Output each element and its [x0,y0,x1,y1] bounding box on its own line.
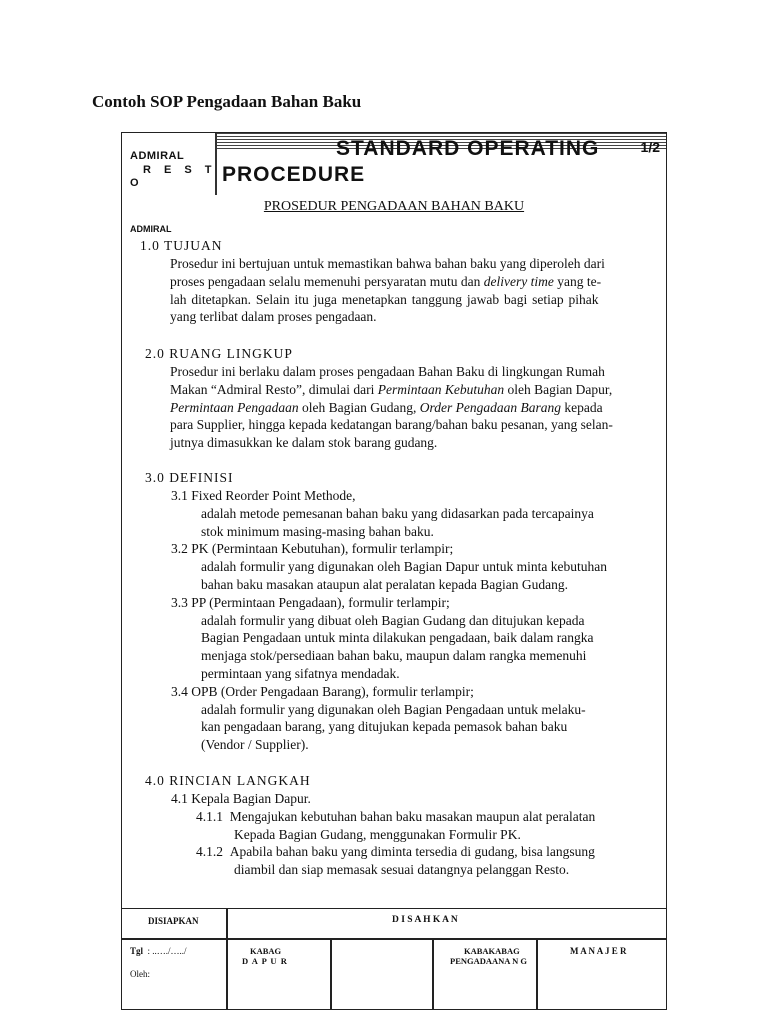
rincian-body [171,790,595,879]
italic-term: delivery time [483,273,554,289]
company-rest: R E S T [143,164,217,176]
section-heading: 1.0 TUJUAN [140,238,223,253]
text-line: adalah formulir yang digunakan oleh Bagian Dapur untuk minta kebutuhan [201,559,608,575]
italic-term: Permintaan Pengadaan [170,399,299,415]
italic-term: Permintaan Kebutuhan [377,381,505,397]
step-number: 4.1.1 [196,808,223,824]
sop-title-line2: PROCEDURE [222,163,366,186]
section-rincian [145,772,311,790]
oleh-label: Oleh: [130,969,150,979]
manajer-label: M A N A J E R [570,946,627,956]
text-span: Apabila bahan baku yang diminta tersedia di gudang, bisa langsung [229,844,595,860]
company-o: O [130,177,140,189]
text-line: adalah formulir yang dibuat oleh Bagian Gudang dan ditujukan kepada [201,612,585,628]
text-line: Prosedur ini berlaku dalam proses pengadaan Bahan Baku di lingkungan Rumah [170,364,605,379]
section-ruang [145,345,293,363]
kabag-pengadaan [450,946,527,966]
italic-term: Order Pengadaan Barang [419,399,561,415]
company-name [130,150,217,189]
table-divider [536,938,538,1009]
definition-title: 3.3 PP (Permintaan Pengadaan), formulir terlampir; [171,594,450,610]
tgl-field [130,946,187,956]
approval-table [122,908,666,1009]
table-divider [226,909,228,1009]
text-line: adalah metode pemesanan bahan baku yang didasarkan pada tercapainya [201,505,594,521]
text-line: adalah formulir yang digunakan oleh Bagian Pengadaan untuk melaku- [201,701,586,717]
tujuan-body [170,255,658,326]
procedure-title: PROSEDUR PENGADAAN BAHAN BAKU [263,199,525,214]
tgl-label: Tgl [130,946,144,956]
disiapkan-label: DISIAPKAN [148,916,199,926]
definition-title: 3.4 OPB (Order Pengadaan Barang), formulir terlampir; [171,683,474,699]
section-heading: 4.0 RINCIAN LANGKAH [145,773,311,788]
text-span: proses pengadaan selalu memenuhi persyaratan mutu dan [170,273,484,289]
kabag-dapur-line2: D A P U R [242,956,288,966]
step-number: 4.1.2 [196,844,223,860]
tgl-value: : ..…./…../ [147,946,187,956]
text-line: Bagian Pengadaan untuk minta dilakukan pengadaan, baik dalam rangka [201,630,594,646]
kabag-dapur-line1: KABAG [250,946,282,956]
kabag-pengadaan-line2: PENGADAANA N G [450,956,527,966]
text-line: lah ditetapkan. Selain itu juga menetapkan tanggung jawab bagi setiap pihak [170,291,599,307]
step-title: 4.1 Kepala Bagian Dapur. [171,791,311,806]
text-line: bahan baku masakan ataupun alat peralatan kepada Bagian Gudang. [201,576,568,592]
text-line: para Supplier, hingga kepada kedatangan barang/bahan baku pesanan, yang selan- [170,417,613,433]
text-span: Makan “Admiral Resto”, dimulai dari [170,381,378,397]
text-span: Mengajukan kebutuhan bahan baku masakan maupun alat peralatan [229,808,596,824]
section-tujuan [140,237,223,255]
text-line: Prosedur ini bertujuan untuk memastikan bahwa bahan baku yang diperoleh dari [170,256,605,271]
text-span: oleh Bagian Dapur, [504,381,613,397]
kabag-pengadaan-line1: KABAKABAG [464,946,520,956]
text-line: (Vendor / Supplier). [201,737,309,753]
document-title: Contoh SOP Pengadaan Bahan Baku [92,92,362,111]
page-number: 1/2 [640,139,660,155]
text-line: yang terlibat dalam proses pengadaan. [170,309,377,325]
text-line: kan pengadaan barang, yang ditujukan kepada pemasok bahan baku [201,719,568,735]
sop-frame [121,132,667,1010]
sop-title-line1: STANDARD OPERATING [336,137,600,160]
admiral-label: ADMIRAL [130,224,172,234]
kabag-dapur [242,946,288,966]
text-line: Kepada Bagian Gudang, menggunakan Formulir PK. [234,826,521,842]
text-line: diambil dan siap memasak sesuai datangnya pelanggan Resto. [234,862,570,878]
definition-title: 3.2 PK (Permintaan Kebutuhan), formulir terlampir; [171,541,454,557]
text-line: stok minimum masing-masing bahan baku. [201,523,434,539]
section-heading: 3.0 DEFINISI [145,470,234,485]
definition-title: 3.1 Fixed Reorder Point Methode, [171,488,356,503]
table-divider [122,938,666,940]
text-span: yang te- [553,273,602,289]
definisi-body [171,487,607,754]
section-definisi [145,469,234,487]
table-divider [432,938,434,1009]
disahkan-label: D I S A H K A N [392,915,458,925]
table-divider [330,938,332,1009]
text-line: permintaan yang sifatnya mendadak. [201,665,400,681]
section-heading: 2.0 RUANG LINGKUP [145,346,293,361]
text-span: kepada [560,399,603,415]
text-span: oleh Bagian Gudang, [298,399,420,415]
ruang-body [170,363,658,452]
text-line: menjaga stok/persediaan bahan baku, maupun dalam rangka memenuhi [201,648,587,664]
company-label: ADMIRAL [130,150,185,162]
text-line: jutnya dimasukkan ke dalam stok barang gudang. [170,435,438,451]
